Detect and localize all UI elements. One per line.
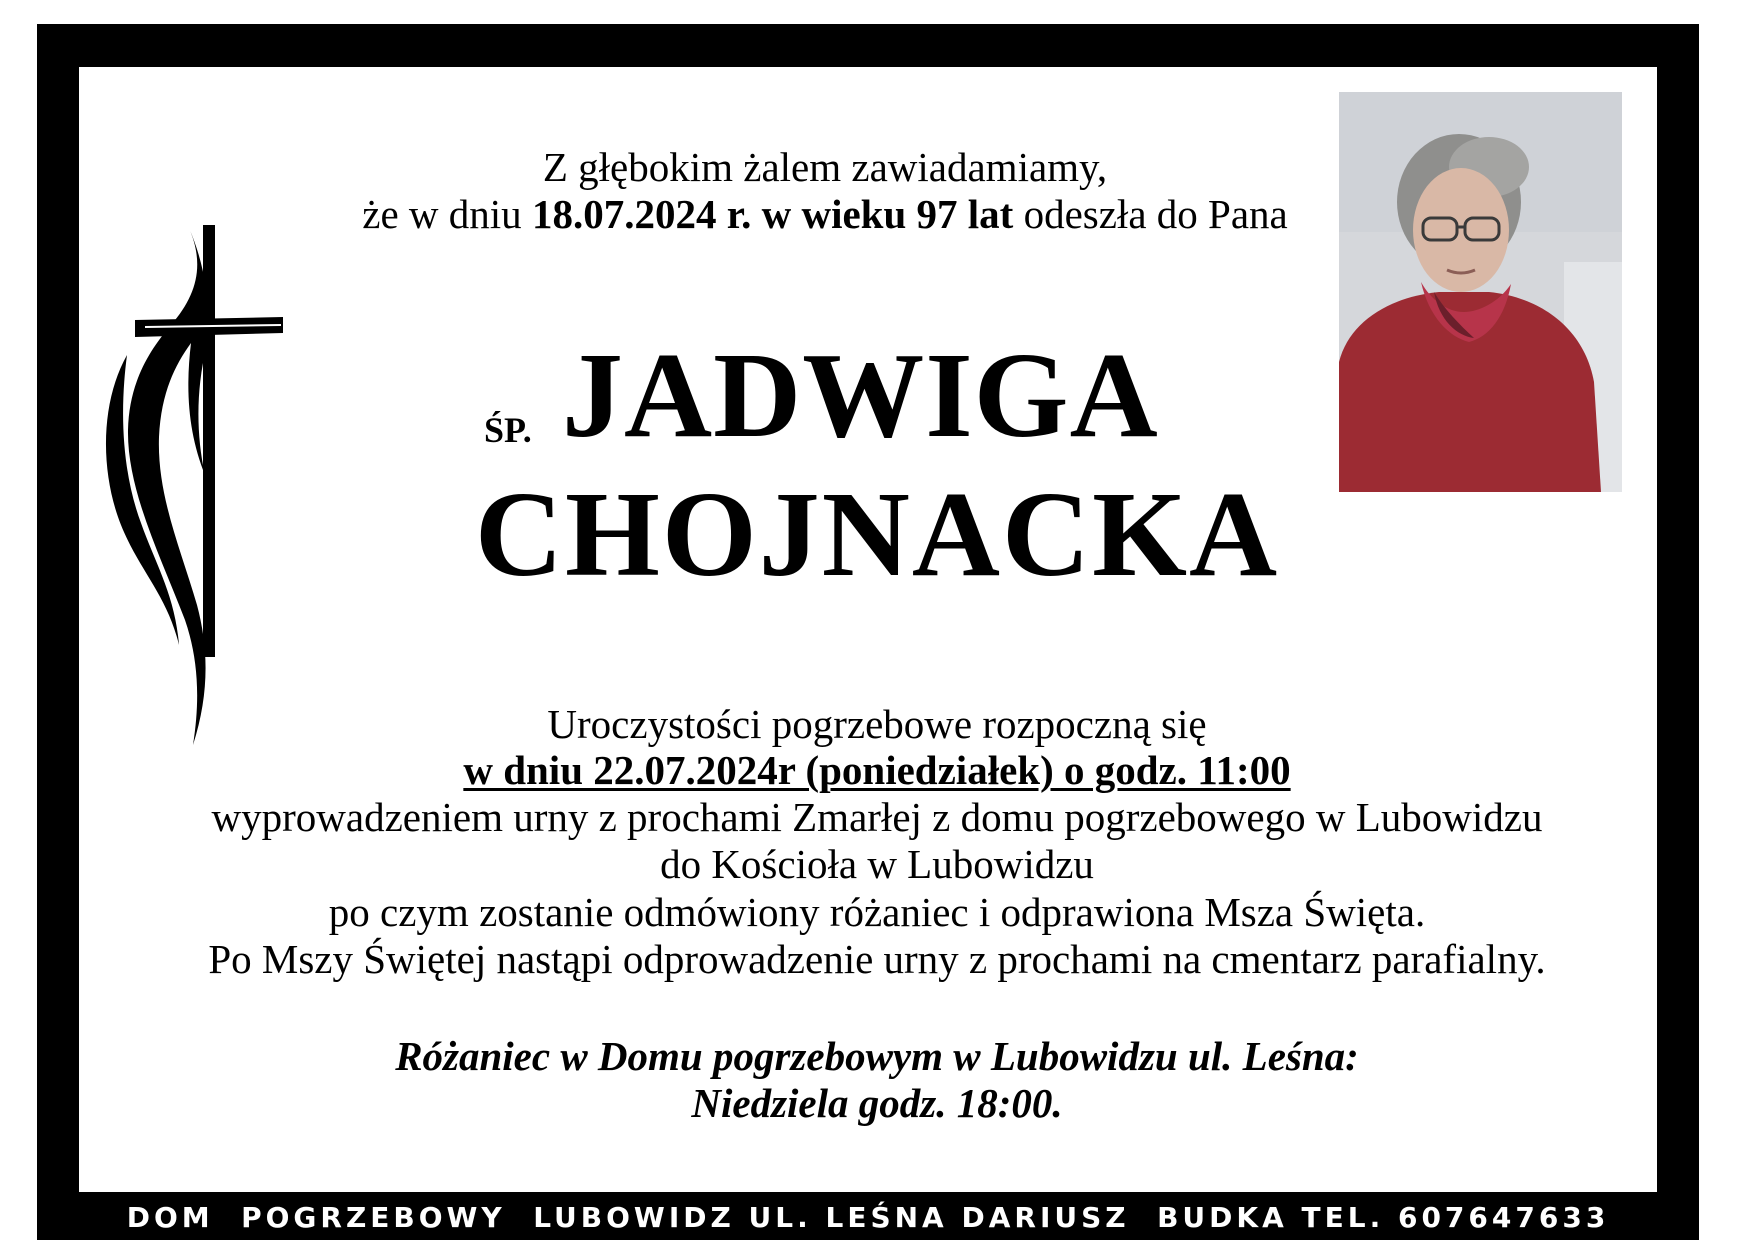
funeral-line-1: Uroczystości pogrzebowe rozpoczną się xyxy=(547,701,1207,747)
funeral-line-6: Po Mszy Świętej nastąpi odprowadzenie urny z prochami na cmentarz parafialny. xyxy=(208,936,1546,982)
rosary-line-1: Różaniec w Domu pogrzebowym w Lubowidzu ul. Leśna: xyxy=(395,1033,1359,1079)
first-name: JADWIGA xyxy=(562,328,1159,463)
portrait-photo xyxy=(1339,92,1622,492)
name-prefix: ŚP. xyxy=(484,410,532,450)
last-name: CHOJNACKA xyxy=(474,467,1280,602)
funeral-date-line xyxy=(0,747,1754,793)
intro-line-2-pre: że w dniu xyxy=(362,191,532,237)
funeral-home-footer: DOM POGRZEBOWY LUBOWIDZ UL. LEŚNA DARIUSZ BUDKA TEL. 607647633 xyxy=(126,1201,1610,1234)
rosary-line-2: Niedziela godz. 18:00. xyxy=(691,1080,1063,1126)
funeral-line-4: do Kościoła w Lubowidzu xyxy=(660,841,1094,887)
death-date-and-age: 18.07.2024 r. w wieku 97 lat xyxy=(531,191,1014,237)
funeral-date: w dniu 22.07.2024r (poniedziałek) o godz. 11:00 xyxy=(463,747,1291,793)
funeral-line-5: po czym zostanie odmówiony różaniec i odprawiona Msza Święta. xyxy=(328,889,1426,935)
intro-line-1: Z głębokim żalem zawiadamiamy, xyxy=(542,144,1108,190)
funeral-line-3: wyprowadzeniem urny z prochami Zmarłej z domu pogrzebowego w Lubowidzu xyxy=(211,794,1543,840)
intro-line-2-post: odeszła do Pana xyxy=(1013,191,1288,237)
